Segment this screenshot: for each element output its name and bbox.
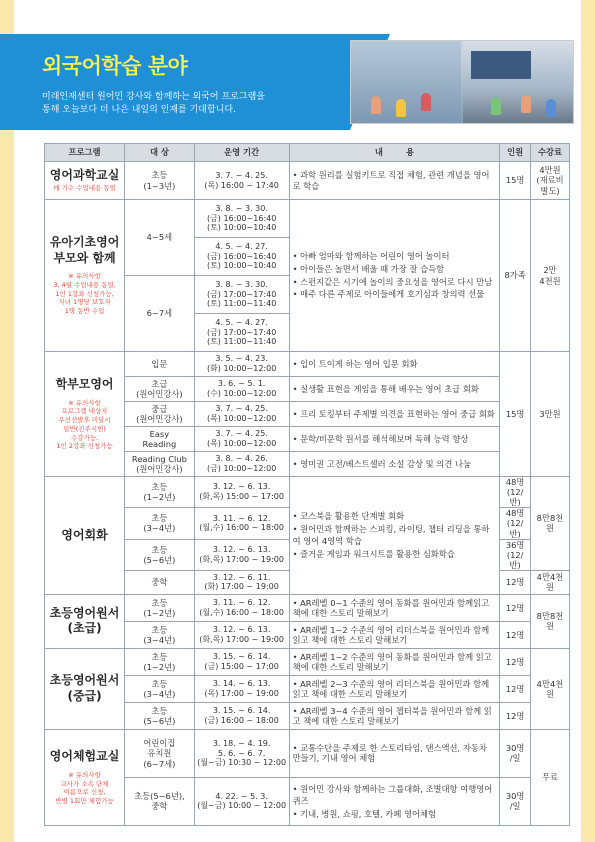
col-period: 운영 기간: [194, 144, 289, 162]
program-cell: [45, 729, 125, 825]
fee-cell: 2만 4천원: [530, 200, 569, 352]
table-row: [45, 200, 570, 238]
period-cell: 3. 15. ~ 6. 14. (금) 16:00 ~ 18:00: [194, 702, 289, 729]
program-cell: [45, 352, 125, 477]
target-cell: 초등 (1~2년): [125, 594, 195, 621]
program-name: 유아기초영어 부모와 함께: [49, 234, 120, 265]
target-cell: Easy Reading: [125, 427, 195, 452]
program-cell: [45, 648, 125, 729]
target-cell: 초등(5~6년), 중학: [125, 777, 195, 825]
table-header-row: [45, 144, 570, 162]
program-name: 학부모영어: [55, 376, 114, 391]
content-cell: • 교통수단을 주제로 한 스토리타임, 댄스액션, 자동차 만들기, 기내 영어 체험: [289, 729, 500, 777]
people-cell: 12명: [500, 594, 531, 621]
people-cell: 12명: [500, 648, 531, 675]
target-cell: 초등 (1~2년): [125, 648, 195, 675]
content-cell: • AR레벨 0~1 수준의 영어 동화를 원어민과 함께읽고 책에 대한 스토리 말해보기: [289, 594, 500, 621]
target-cell: 4~5세: [125, 200, 195, 276]
target-cell: 초등 (5~6년): [125, 539, 195, 570]
people-cell: 12명: [500, 675, 531, 702]
period-cell: 3. 18. ~ 4. 19. 5. 6. ~ 6. 7. (월~금) 10:30 ~ 12:00: [194, 729, 289, 777]
period-cell: 4. 5. ~ 4. 27. (금) 16:00~16:40 (토) 10:00~10:40: [194, 238, 289, 276]
target-cell: 중학: [125, 570, 195, 594]
target-cell: 6~7세: [125, 276, 195, 352]
program-note: ※ 유의사항 프로그램 대상자 우선선발후 미달시 일반(진주시민) 수강가능, 1인 2강좌 신청가능: [56, 398, 113, 451]
fee-cell: 8만8천원: [530, 477, 569, 571]
table-row: [45, 162, 570, 200]
target-cell: Reading Club (원어민강사): [125, 452, 195, 477]
header-desc-line2: 통해 오늘보다 더 나은 내일의 인재를 기대합니다.: [42, 105, 236, 115]
people-cell: 30명 /일: [500, 729, 531, 777]
content-cell: • 코스북을 활용한 단계별 회화 • 원어민과 함께하는 스피킹, 라이팅, 챕터 리딩을 통하여 영어 4영역 학습 • 즐거운 게임과 워크시트를 활용한 심화학습: [289, 477, 500, 595]
period-cell: 3. 5. ~ 4. 23. (화) 10:00~12:00: [194, 352, 289, 377]
period-cell: 3. 14. ~ 6. 13. (목) 17:00 ~ 19:00: [194, 675, 289, 702]
content-cell: • 원어민 강사와 함께하는 그룹대화, 조별대항 여행영어 퀴즈 • 기내, 병원, 쇼핑, 호텔, 카페 영어체험: [289, 777, 500, 825]
period-cell: 3. 12. ~ 6. 11. (화) 17:00 ~ 19:00: [194, 570, 289, 594]
fee-cell: 4만원 (재료비 별도): [530, 162, 569, 200]
table-row: [45, 352, 570, 377]
people-cell: 36명 (12/반): [500, 539, 531, 570]
period-cell: 3. 6. ~ 5. 1. (수) 10:00~12:00: [194, 377, 289, 402]
content-cell: • AR레벨 3~4 수준의 영어 챕터북을 원어민과 함께 읽고 책에 대한 스토리 말해보기: [289, 702, 500, 729]
people-cell: 48명 (12/반): [500, 477, 531, 508]
col-content: 내 용: [289, 144, 500, 162]
program-cell: [45, 477, 125, 595]
period-cell: 4. 5. ~ 4. 27. (금) 17:00~17:40 (토) 11:00~11:40: [194, 314, 289, 352]
content-cell: • AR레벨 1~2 수준의 영어 동화를 원어민과 함께 읽고 책에 대한 스토리 말해보기: [289, 648, 500, 675]
period-cell: 3. 8. ~ 3. 30. (금) 16:00~16:40 (토) 10:00~10:40: [194, 200, 289, 238]
target-cell: 어린이집 유치원 (6~7세): [125, 729, 195, 777]
content-cell: • 아빠 엄마와 함께하는 어린이 영어 놀이터 • 아이들은 놀면서 배울 때 가장 잘 습득함 • 스펀지같은 시기에 놀이의 중요성을 영어로 다시 만남 • 매주 다른 주제로 아이들에게 호기심과 창의력 선물: [289, 200, 500, 352]
program-name: 초등영어원서 (중급): [49, 673, 120, 703]
content-cell: • 영미권 고전/베스트셀러 소설 감상 및 의견 나눔: [289, 452, 500, 477]
col-target: 대 상: [125, 144, 195, 162]
col-fee: 수강료: [530, 144, 569, 162]
fee-cell: 무료: [530, 729, 569, 825]
program-name: 영어회화: [61, 527, 108, 542]
period-cell: 4. 22. ~ 5. 3. (월~금) 10:00 ~ 12:00: [194, 777, 289, 825]
period-cell: 3. 11. ~ 6. 12. (월,수) 16:00 ~ 18:00: [194, 594, 289, 621]
period-cell: 3. 8. ~ 3. 30. (금) 17:00~17:40 (토) 11:00~11:40: [194, 276, 289, 314]
period-cell: 3. 12. ~ 6. 13. (화,목) 17:00 ~ 19:00: [194, 539, 289, 570]
program-note: ※ 유의사항 교사가 소속 단체 이름으로 신청, 반별 1회만 체험가능: [55, 770, 114, 806]
fee-cell: 4만4천원: [530, 648, 569, 729]
period-cell: 3. 7. ~ 4. 25. (목) 16:00 ~ 17:40: [194, 162, 289, 200]
program-table: [44, 143, 570, 826]
target-cell: 초등 (1~2년): [125, 477, 195, 508]
target-cell: 초등 (3~4년): [125, 621, 195, 648]
target-cell: 초등 (3~4년): [125, 675, 195, 702]
period-cell: 3. 11. ~ 6. 12. (월,수) 16:00 ~ 18:00: [194, 508, 289, 539]
content-cell: • 프리 토킹부터 주제별 의견을 표현하는 영어 중급 회화: [289, 402, 500, 427]
table-row: [45, 648, 570, 675]
target-cell: 초등 (3~4년): [125, 508, 195, 539]
program-note: 매 기수 수업내용 동일: [53, 183, 116, 192]
target-cell: 입문: [125, 352, 195, 377]
fee-cell: 3만원: [530, 352, 569, 477]
target-cell: 초등 (1~3년): [125, 162, 195, 200]
col-people: 인원: [500, 144, 531, 162]
content-cell: • 과학 원리를 실험키트로 직접 체험, 관련 개념을 영어로 학습: [289, 162, 500, 200]
period-cell: 3. 15. ~ 6. 14. (금) 15:00 ~ 17:00: [194, 648, 289, 675]
people-cell: 12명: [500, 702, 531, 729]
content-cell: • 실생활 표현을 게임을 통해 배우는 영어 초급 회화: [289, 377, 500, 402]
content-cell: • AR레벨 1~2 수준의 영어 리더스북을 원어민과 함께 읽고 책에 대한 스토리 말해보기: [289, 621, 500, 648]
people-cell: 12명: [500, 621, 531, 648]
classroom-photo: [350, 40, 574, 124]
period-cell: 3. 8. ~ 4. 26. (금) 10:00~12:00: [194, 452, 289, 477]
page-title: 외국어학습 분야: [42, 54, 188, 78]
target-cell: 초급 (원어민강사): [125, 377, 195, 402]
header-desc-line1: 미래인재센터 원어민 강사와 함께하는 외국어 프로그램을: [42, 92, 265, 102]
people-cell: 12명: [500, 570, 531, 594]
people-cell: 48명 (12/반): [500, 508, 531, 539]
people-cell: 30명 /일: [500, 777, 531, 825]
people-cell: 8가족: [500, 200, 531, 352]
program-name: 영어체험교실: [49, 749, 120, 764]
content-cell: • AR레벨 2~3 수준의 영어 리더스북을 원어민과 함께 읽고 책에 대한 스토리 말해보기: [289, 675, 500, 702]
people-cell: 15명: [500, 352, 531, 477]
table-row: [45, 729, 570, 777]
program-cell: [45, 200, 125, 352]
period-cell: 3. 12. ~ 6. 13. (화,목) 17:00 ~ 19:00: [194, 621, 289, 648]
target-cell: 중급 (원어민강사): [125, 402, 195, 427]
fee-cell: 8만8천원: [530, 594, 569, 648]
program-note: ※ 유의사항 3, 4월 수업내용 동일, 1인 1강좌 신청가능, 자녀 1명당 보호자 1명 동반 수업: [53, 272, 116, 316]
people-cell: 15명: [500, 162, 531, 200]
period-cell: 3. 12. ~ 6. 13. (화,목) 15:00 ~ 17:00: [194, 477, 289, 508]
period-cell: 3. 7. ~ 4. 25. (목) 10:00~12:00: [194, 402, 289, 427]
program-cell: [45, 594, 125, 648]
program-cell: [45, 162, 125, 200]
header-band: [0, 34, 350, 130]
program-name: 초등영어원서 (초급): [49, 605, 120, 636]
period-cell: 3. 7. ~ 4. 25. (목) 10:00~12:00: [194, 427, 289, 452]
content-cell: • 입이 트이게 하는 영어 입문 회화: [289, 352, 500, 377]
col-program: 프로그램: [45, 144, 125, 162]
content-cell: • 문학/비문학 원서를 해석해보며 독해 능력 향상: [289, 427, 500, 452]
program-name: 영어과학교실: [49, 168, 120, 183]
table-row: [45, 477, 570, 508]
fee-cell: 4만4천원: [530, 570, 569, 594]
target-cell: 초등 (5~6년): [125, 702, 195, 729]
table-row: [45, 594, 570, 621]
